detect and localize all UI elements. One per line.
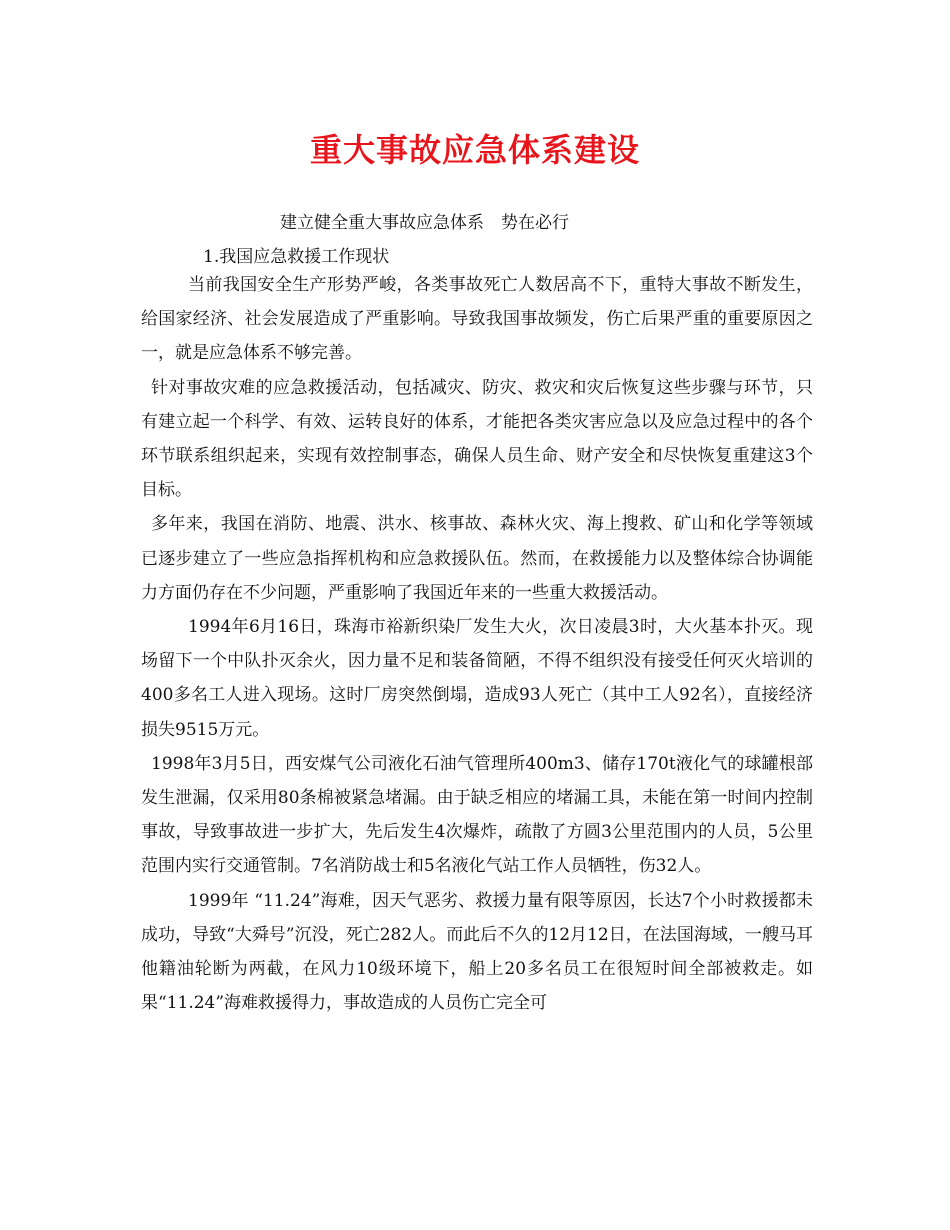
document-subtitle: 建立健全重大事故应急体系 势在必行 <box>280 213 569 233</box>
document-body <box>141 268 813 1020</box>
paragraph: 多年来，我国在消防、地震、洪水、核事故、森林火灾、海上搜救、矿山和化学等领域已逐步建立了一些应急指挥机构和应急救援队伍。然而，在救援能力以及整体综合协调能力方面仍存在不少问题，严重影响了我国近年来的一些重大救援活动。 <box>141 514 813 603</box>
section-heading: 1.我国应急救援工作现状 <box>203 247 390 267</box>
paragraph: 1998年3月5日，西安煤气公司液化石油气管理所400m3、储存170t液化气的球罐根部发生泄漏，仅采用80条棉被紧急堵漏。由于缺乏相应的堵漏工具，未能在第一时间内控制事故，导致事故进一步扩大，先后发生4次爆炸，疏散了方圆3公里范围内的人员，5公里范围内实行交通管制。7名消防战士和5名液化气站工作人员牺牲，伤32人。 <box>141 753 813 877</box>
paragraph: 1994年6月16日，珠海市裕新织染厂发生大火，次日凌晨3时，大火基本扑灭。现场留下一个中队扑灭余火，因力量不足和装备简陋，不得不组织没有接受任何灭火培训的400多名工人进入现场。这时厂房突然倒塌，造成93人死亡（其中工人92名），直接经济损失9515万元。 <box>141 617 813 740</box>
paragraph: 1999年 “11.24”海难，因天气恶劣、救援力量有限等原因，长达7个小时救援都未成功，导致“大舜号”沉没，死亡282人。而此后不久的12月12日，在法国海域，一艘马耳他籍油轮断为两截，在风力10级环境下，船上20多名员工在很短时间全部被救走。如果“11.24”海难救援得力，事故造成的人员伤亡完全可 <box>141 890 813 1014</box>
document-title: 重大事故应急体系建设 <box>309 131 640 169</box>
paragraph: 针对事故灾难的应急救援活动，包括减灾、防灾、救灾和灾后恢复这些步骤与环节，只有建立起一个科学、有效、运转良好的体系，才能把各类灾害应急以及应急过程中的各个环节联系组织起来，实现有效控制事态，确保人员生命、财产安全和尽快恢复重建这3个目标。 <box>141 377 813 501</box>
paragraph: 当前我国安全生产形势严峻，各类事故死亡人数居高不下，重特大事故不断发生，给国家经济、社会发展造成了严重影响。导致我国事故频发，伤亡后果严重的重要原因之一，就是应急体系不够完善。 <box>141 275 813 364</box>
